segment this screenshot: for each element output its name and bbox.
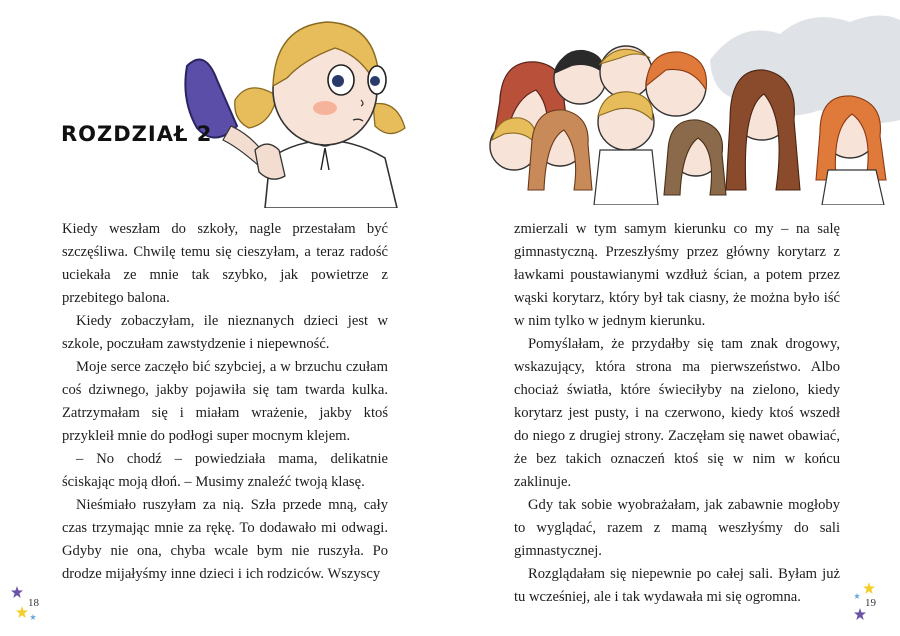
children-crowd-illustration <box>480 0 900 205</box>
paragraph: Moje serce zaczęło bić szybciej, a w brzuchu czułam coś dziwnego, jakby pojawiła się tam twarda kulka. Zatrzymałam się i miałam wrażenie, jakby ktoś przykleił mnie do podłogi super mocnym klejem. <box>62 359 388 444</box>
paragraph: Kiedy zobaczyłam, ile nieznanych dzieci jest w szkole, poczułam zawstydzenie i niepewność. <box>62 313 388 352</box>
page-number: 19 <box>865 597 876 609</box>
paragraph: Gdy tak sobie wyobrażałam, jak zabawnie mogłoby to wyglądać, razem z mamą weszłyśmy do sali gimnastycznej. <box>514 497 840 559</box>
chapter-title: ROZDZIAŁ 2 <box>61 122 213 146</box>
star-icon-yellow <box>863 582 875 594</box>
paragraph: – No chodź – powiedziała mama, delikatnie ściskając moją dłoń. – Musimy znaleźć twoją klasę. <box>62 451 388 490</box>
right-page <box>450 0 900 636</box>
star-icon-purple <box>11 586 23 598</box>
star-icon-yellow <box>16 606 28 618</box>
paragraph: Kiedy weszłam do szkoły, nagle przestałam być szczęśliwa. Chwilę temu się cieszyłam, a teraz radość uciekała ze mnie tak szybko, jak powietrze z przebitego balona. <box>62 221 388 306</box>
paragraph: zmierzali w tym samym kierunku co my – na salę gimnastyczną. Przeszłyśmy przez główny korytarz z ławkami poustawianymi wzdłuż ścian, a potem przez wąski korytarz, który był tak ciasny, że można było iść w nim tylko w jednym kierunku. <box>514 221 840 329</box>
paragraph: Nieśmiało ruszyłam za nią. Szła przede mną, cały czas trzymając mnie za rękę. To dodawało mi odwagi. Gdyby nie ona, chyba wcale bym nie ruszyła. Po drodze mijałyśmy inne dzieci i ich rodziców. Wszyscy <box>62 497 388 582</box>
left-body-text <box>62 218 388 586</box>
star-icon-blue <box>854 593 860 599</box>
paragraph: Rozglądałam się niepewnie po całej sali. Byłam już tu wcześniej, ale i tak wydawała mi się ogromna. <box>514 566 840 605</box>
right-body-text <box>514 218 840 609</box>
star-icon-blue <box>30 614 36 620</box>
girl-illustration <box>175 8 420 208</box>
star-icon-purple <box>854 608 866 620</box>
paragraph: Pomyślałam, że przydałby się tam znak drogowy, wskazujący, która strona ma pierwszeństwo. Albo chociaż światła, które świeciłyby na zielono, kiedy korytarz jest pusty, i na czerwono, kiedy ktoś wszedł do niego z drugiej strony. Zaczęłam się nawet obawiać, że bez takich oznaczeń ktoś się w nim w końcu zaklinuje. <box>514 336 840 490</box>
page-number: 18 <box>28 597 39 609</box>
